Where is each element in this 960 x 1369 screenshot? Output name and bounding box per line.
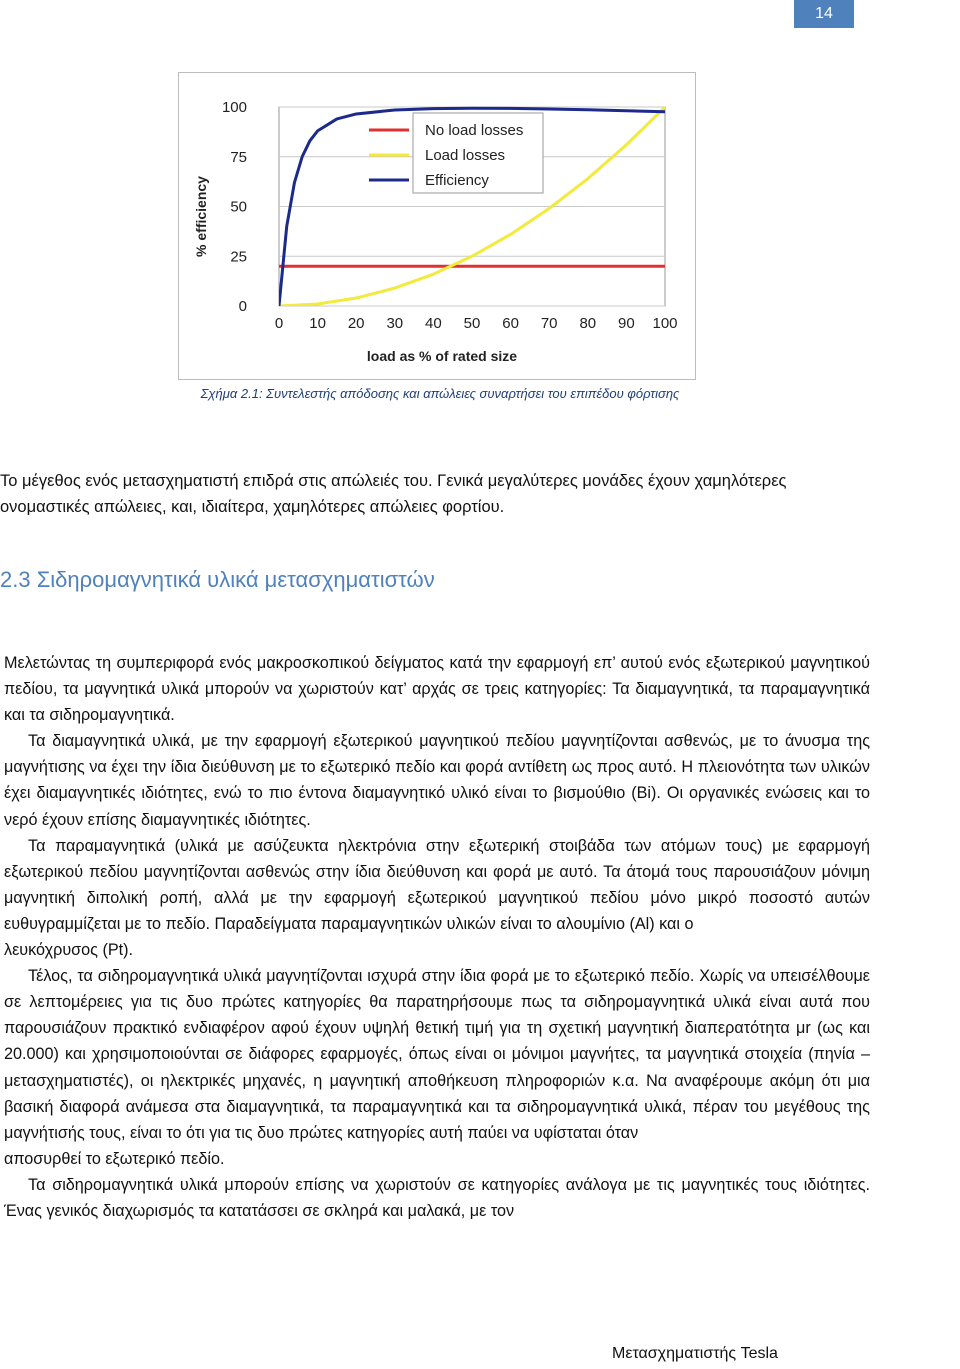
x-tick-label: 30: [386, 315, 404, 332]
x-tick-label: 10: [309, 315, 326, 332]
figure-caption: Σχήμα 2.1: Συντελεστής απόδοσης και απώλειες συναρτήσει του επιπέδου φόρτισης: [200, 386, 680, 401]
paragraph: Μελετώντας τη συμπεριφορά ενός μακροσκοπικού δείγματος κατά την εφαρμογή επ’ αυτού ενός εξωτερικού μαγνητικού πεδίου, τα μαγνητικά υλικά μπορούν να χωριστούν κατ’ αρχάς σε τρεις κατηγορίες: Τα διαμαγνητικά, τα παραμαγνητικά και τα σιδηρομαγνητικά.: [4, 654, 870, 725]
section-heading: 2.3 Σιδηρομαγνητικά υλικά μετασχηματιστών: [0, 567, 435, 592]
paragraph: Τέλος, τα σιδηρομαγνητικά υλικά μαγνητίζονται ισχυρά στην ίδια φορά με το εξωτερικό πεδίο. Χωρίς να υπεισέλθουμε σε λεπτομέρειες για τις δυο πρώτες κατηγορίες θα παρατηρήσουμε πως τα σιδηρομαγνητικά υλικά είναι αυτά που παρουσιάζουν πρακτικό ενδιαφέρον αφού έχουν υψηλή θετική τιμή για τη σχετική μαγνητική διαπερατότητα μr (ως και 20.000) και χρησιμοποιούνται σε διάφορες εφαρμογές, όπως είναι οι μόνιμοι μαγνήτες, τα μαγνητικά στοιχεία (πηνία – μετασχηματιστές), οι ηλεκτρικές μηχανές, η μαγνητική αποθήκευση πληροφοριών κ.α. Να αναφέρουμε ακόμη ότι μια βασική διαφορά ανάμεσα στα διαμαγνητικά, τα παραμαγνητικά και τα σιδηρομαγνητικά υλικά, πέραν του μεγέθους της μαγνήτισής τους, είναι το ότι για τις δυο πρώτες κατηγορίες αυτή παύει να υφίσταται όταν: [4, 967, 870, 1142]
x-axis-label: load as % of rated size: [366, 348, 518, 364]
y-tick-label: 25: [230, 248, 247, 266]
legend-label: Load losses: [425, 147, 506, 164]
y-axis-label: % efficiency: [193, 176, 209, 257]
paragraph: Τα παραμαγνητικά (υλικά με ασύζευκτα ηλεκτρόνια στην εξωτερική στοιβάδα των ατόμων τους) με εφαρμογή εξωτερικού πεδίου μαγνητίζονται ασθενώς στην ίδια διεύθυνση και φορά με αυτό. Τα άτομά τους παρουσιάζουν μόνιμη μαγνητική διπολική ροπή, αλλά με την εφαρμογή εξωτερικού μαγνητικού πεδίου μόνο μικρό ποσοστό αυτών ευθυγραμμίζεται με το πεδίο. Παραδείγματα παραμαγνητικών υλικών είναι το αλουμίνιο (Al) και ο: [4, 836, 870, 933]
x-tick-label: 50: [463, 315, 481, 332]
y-tick-label: 100: [221, 99, 247, 116]
x-tick-label: 90: [618, 315, 635, 332]
x-tick-label: 70: [540, 315, 558, 332]
intro-paragraph: Το μέγεθος ενός μετασχηματιστή επιδρά στις απώλειές του. Γενικά μεγαλύτερες μονάδες έχουν χαμηλότερες ονομαστικές απώλειες, και, ιδιαίτερα, χαμηλότερες απώλειες φορτίου.: [0, 472, 787, 516]
paragraph: λευκόχρυσος (Pt).: [4, 941, 134, 960]
page-footer: Μετασχηματιστής Tesla: [612, 1345, 778, 1362]
chart-canvas: [179, 73, 695, 379]
x-tick-label: 100: [652, 315, 678, 332]
y-tick-label: 75: [230, 148, 247, 166]
efficiency-chart: [178, 72, 696, 380]
paragraph: Τα διαμαγνητικά υλικά, με την εφαρμογή εξωτερικού μαγνητικού πεδίου μαγνητίζονται ασθενώς, με το άνυσμα της μαγνήτισης να έχει την ίδια διεύθυνση με το εξωτερικό πεδίο και φορά αντίθετη ως προς αυτό. Η πλειονότητα των υλικών έχει διαμαγνητικές ιδιότητες, ενώ το πιο έντονα διαμαγνητικό υλικό είναι το βισμούθιο (Bi). Οι οργανικές ενώσεις και το νερό έχουν επίσης διαμαγνητικές ιδιότητες.: [4, 732, 870, 829]
x-tick-label: 0: [274, 315, 284, 332]
x-tick-label: 40: [425, 315, 442, 332]
legend-label: No load losses: [425, 122, 524, 139]
paragraph: Τα σιδηρομαγνητικά υλικά μπορούν επίσης να χωριστούν σε κατηγορίες ανάλογα με τις μαγνητικές τους ιδιότητες. Ένας γενικός διαχωρισμός τα κατατάσσει σε σκληρά και μαλακά, με τον: [4, 1175, 870, 1220]
y-tick-label: 50: [230, 198, 247, 216]
y-tick-label: 0: [238, 298, 247, 315]
x-tick-label: 80: [579, 315, 597, 332]
paragraph: αποσυρθεί το εξωτερικό πεδίο.: [4, 1149, 225, 1168]
x-tick-label: 60: [502, 315, 519, 332]
x-tick-label: 20: [347, 315, 365, 332]
page-number: 14: [794, 0, 854, 28]
body-text: [4, 650, 870, 1224]
legend-label: Efficiency: [425, 172, 489, 189]
